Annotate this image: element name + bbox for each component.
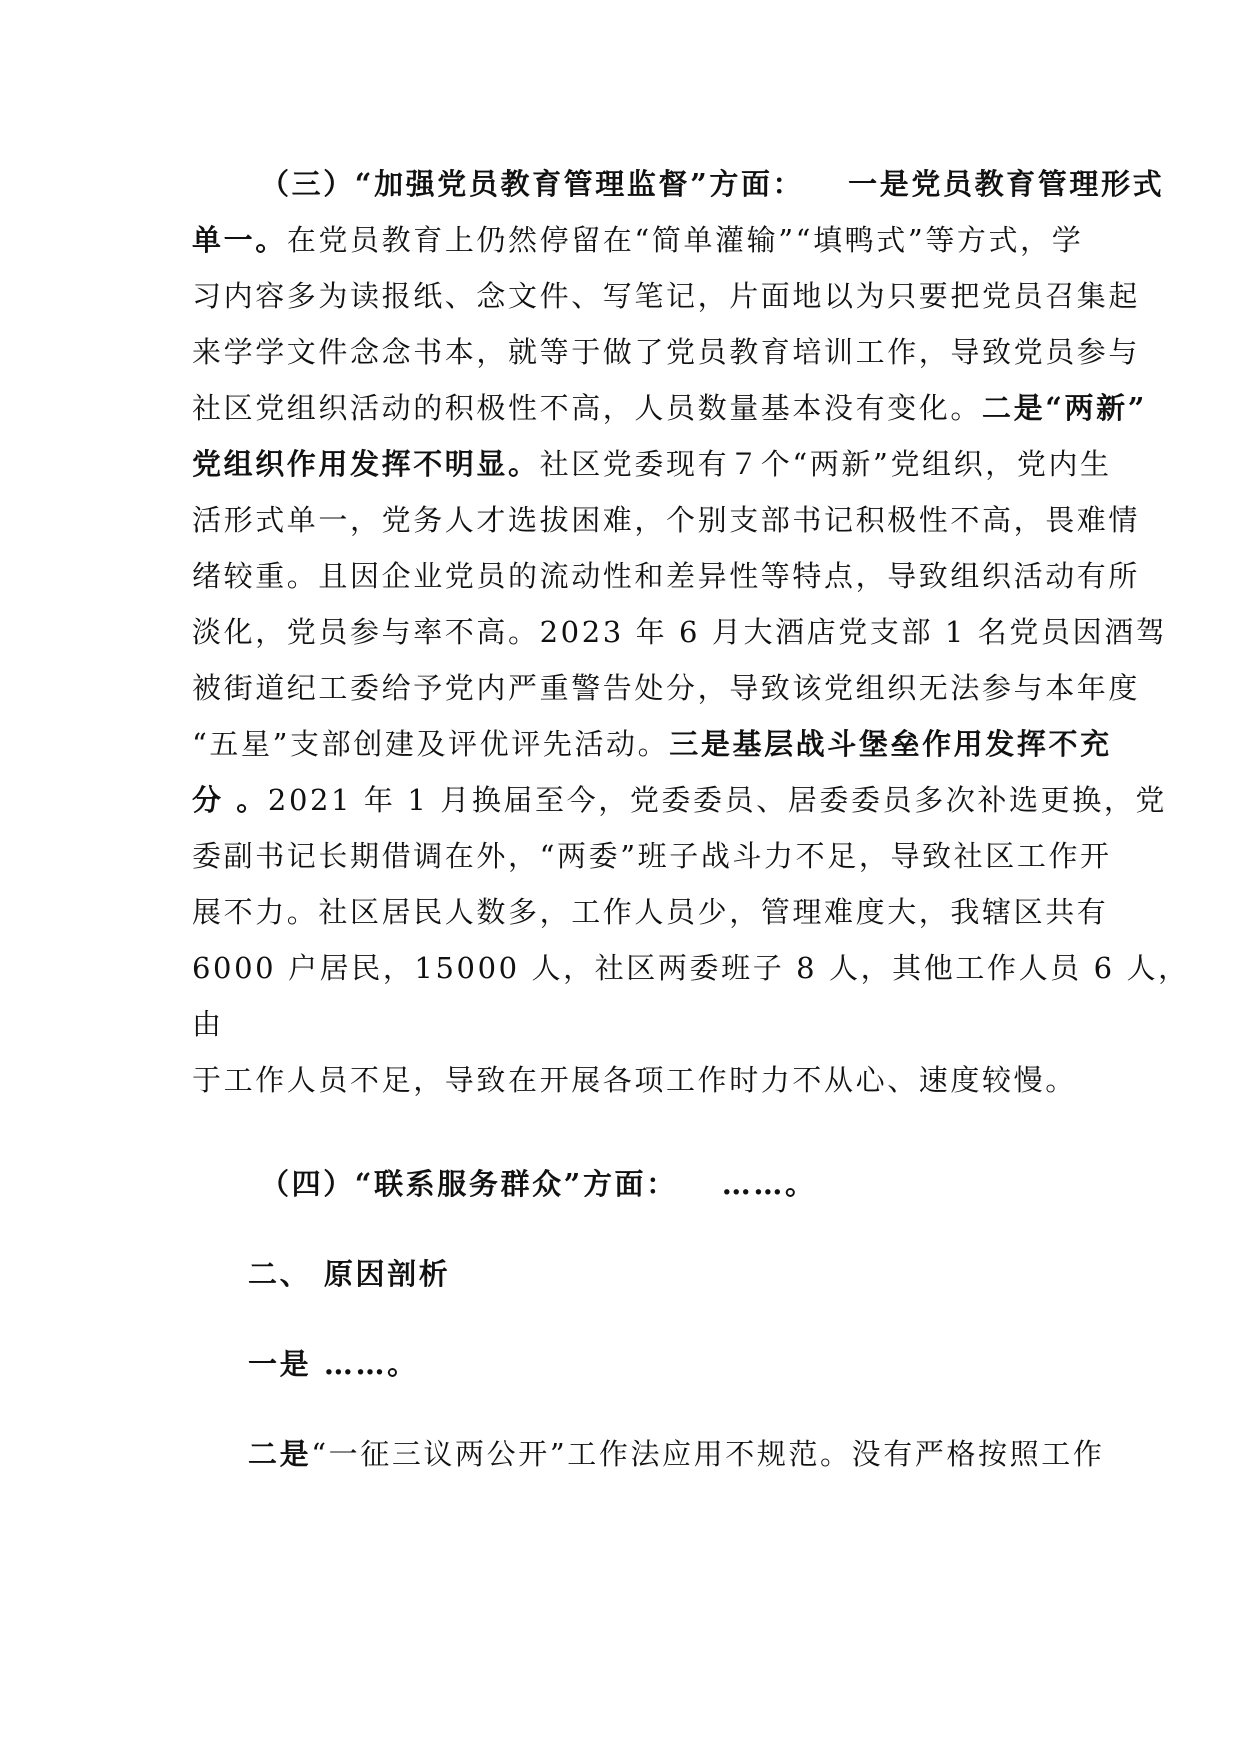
point1-title: 一是党员教育管理形式: [848, 167, 1165, 201]
text-span: 2021 年 1 月换届至今，党委委员、居委委员多次补选更换，党: [267, 783, 1168, 817]
point2-title-end: 党组织作用发挥不明显。: [192, 447, 540, 481]
paragraph3-heading-line: [260, 164, 1164, 204]
text-line: 委副书记长期借调在外，“两委”班子战斗力不足，导致社区工作开: [192, 839, 1112, 873]
section2-item2: [248, 1434, 1104, 1474]
text-line: 于工作人员不足，导致在开展各项工作时力不从心、速度较慢。: [192, 1063, 1077, 1097]
text-line: 来学学文件念念书本，就等于做了党员教育培训工作，导致党员参与: [192, 335, 1141, 369]
text-line: 展不力。社区居民人数多，工作人员少，管理难度大，我辖区共有: [192, 895, 1109, 929]
text-line: 被街道纪工委给予党内严重警告处分，导致该党组织无法参与本年度: [192, 671, 1141, 705]
text-line: [192, 444, 1112, 484]
text-line: 由: [192, 1007, 224, 1041]
text-line: 习内容多为读报纸、念文件、写笔记，片面地以为只要把党员召集起: [192, 279, 1141, 313]
text-line: 绪较重。且因企业党员的流动性和差异性等特点，导致组织活动有所: [192, 559, 1141, 593]
section2-heading: 二、 原因剖析: [248, 1257, 451, 1291]
point3-title: 三是基层战斗堡垒作用发挥不充: [669, 727, 1112, 761]
text-span: 社区党委现有７个“两新”党组织，党内生: [539, 447, 1112, 481]
text-line: 活形式单一，党务人才选拔困难，个别支部书记积极性不高，畏难情: [192, 503, 1141, 537]
item2-label: 二是: [248, 1437, 312, 1471]
text-line: 6000 户居民，15000 人，社区两委班子 8 人，其他工作人员 6 人，: [192, 951, 1190, 985]
text-line: 淡化，党员参与率不高。2023 年 6 月大酒店党支部 1 名党员因酒驾: [192, 615, 1168, 649]
text-line: [192, 220, 1083, 260]
text-line: [192, 780, 1167, 820]
paragraph4-heading-line: [260, 1164, 817, 1204]
section2-item1: [248, 1344, 419, 1384]
point2-title: 二是“两新”: [982, 391, 1147, 425]
paragraph3-heading: （三）“加强党员教育管理监督”方面：: [260, 167, 805, 201]
text-line: [192, 388, 1147, 428]
text-span: “五星”支部创建及评优评先活动。: [192, 727, 670, 761]
text-span: 社区党组织活动的积极性不高，人员数量基本没有变化。: [192, 391, 983, 425]
item2-text: “一征三议两公开”工作法应用不规范。没有严格按照工作: [311, 1437, 1105, 1471]
text-span: 在党员教育上仍然停留在“简单灌输”“填鸭式”等方式，学: [286, 223, 1084, 257]
paragraph4-text: ……。: [721, 1167, 817, 1201]
point1-title-end: 单一。: [192, 223, 287, 257]
item1-text: ……。: [311, 1347, 419, 1381]
paragraph4-heading: （四）“联系服务群众”方面：: [260, 1167, 678, 1201]
point3-title-end: 分 。: [192, 783, 268, 817]
item1-label: 一是: [248, 1347, 312, 1381]
text-line: [192, 724, 1112, 764]
